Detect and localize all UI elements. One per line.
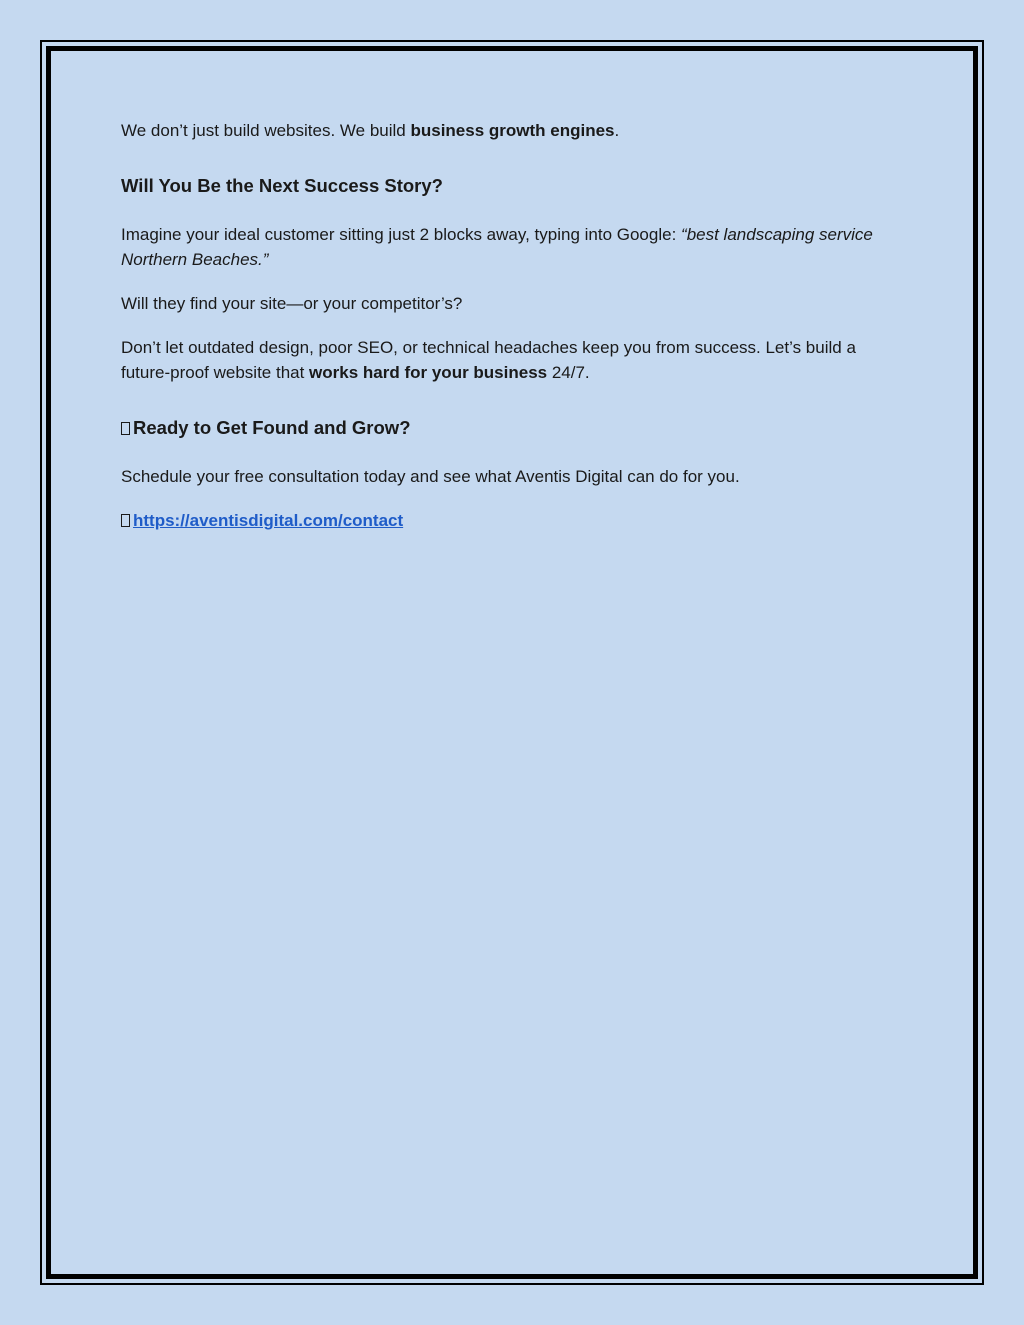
missing-glyph-icon (121, 422, 130, 435)
intro-bold-text: business growth engines (410, 121, 615, 140)
dont-let-text: Don’t let outdated design, poor SEO, or technical headaches keep you from success. Let’s build a future-proof website that (121, 338, 856, 382)
imagine-paragraph (121, 222, 901, 272)
intro-text-end: . (614, 121, 620, 140)
find-site-paragraph: Will they find your site—or your competitor’s? (121, 294, 463, 313)
dont-let-text-end: 24/7. (547, 363, 590, 382)
contact-link[interactable]: https://aventisdigital.com/contact (133, 511, 404, 530)
imagine-text: Imagine your ideal customer sitting just 2 blocks away, typing into Google: (121, 225, 682, 244)
document-content (121, 118, 901, 533)
search-query-quote: “best landscaping service Northern Beaches.” (121, 225, 873, 269)
intro-text: We don’t just build websites. We build (121, 121, 411, 140)
dont-let-paragraph (121, 335, 901, 385)
works-hard-bold-text: works hard for your business (309, 363, 548, 382)
ready-heading (121, 415, 901, 440)
success-story-heading: Will You Be the Next Success Story? (121, 175, 443, 196)
contact-link-line (121, 508, 901, 533)
intro-paragraph (121, 118, 901, 143)
missing-glyph-icon (121, 514, 130, 527)
ready-heading-text: Ready to Get Found and Grow? (133, 417, 411, 438)
schedule-paragraph: Schedule your free consultation today and see what Aventis Digital can do for you. (121, 467, 740, 486)
